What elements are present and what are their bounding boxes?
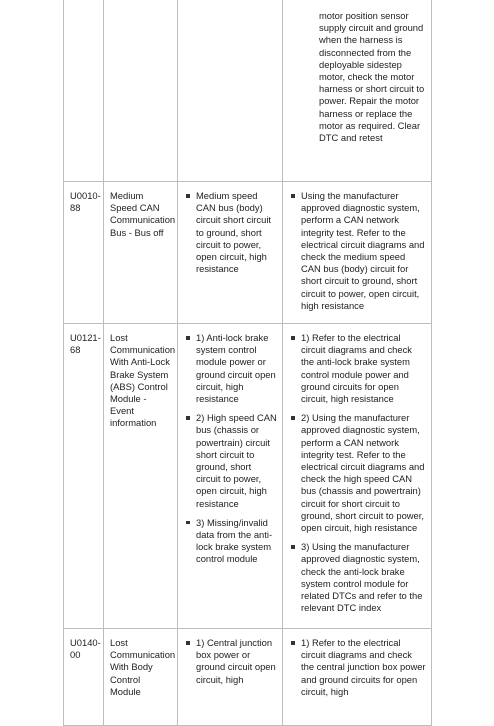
- possible-causes-cell: [178, 324, 283, 629]
- dtc-description-cell: Lost Communication With Anti-Lock Brake System (ABS) Control Module - Event information: [104, 324, 178, 629]
- possible-causes-cell: [178, 0, 283, 182]
- dtc-description-cell: Lost Communication With Body Control Module: [104, 629, 178, 726]
- dtc-code-cell: U0140-00: [64, 629, 104, 726]
- dtc-code-cell: [64, 0, 104, 182]
- table-row: [64, 0, 432, 182]
- action-item: 3) Using the manufacturer approved diagnostic system, check the anti-lock brake system control module for related DTCs and refer to the relevant DTC index: [289, 541, 426, 614]
- dtc-description-cell: Medium Speed CAN Communication Bus - Bus off: [104, 182, 178, 324]
- action-item: 1) Refer to the electrical circuit diagrams and check the anti-lock brake system control module power and ground circuits for open circuit, high resistance: [289, 332, 426, 405]
- cause-item: 3) Missing/invalid data from the anti-lock brake system control module: [184, 517, 277, 566]
- dtc-description-cell: [104, 0, 178, 182]
- action-cell: [283, 324, 432, 629]
- table-row: [64, 324, 432, 629]
- table-row: [64, 629, 432, 726]
- cause-item: 2) High speed CAN bus (chassis or powertrain) circuit short circuit to ground, short circuit to power, open circuit, high resistance: [184, 412, 277, 510]
- action-cell: [283, 629, 432, 726]
- possible-causes-cell: [178, 182, 283, 324]
- dtc-table: [63, 0, 432, 726]
- possible-causes-cell: [178, 629, 283, 726]
- cause-item: 1) Central junction box power or ground circuit open circuit, high: [184, 637, 277, 686]
- action-item: 2) Using the manufacturer approved diagnostic system, perform a CAN network integrity test. Refer to the electrical circuit diagrams and check the high speed CAN bus (chassis and powertrain) circuit for short circuit to ground, short circuit to power, open circuit, high resistance: [289, 412, 426, 534]
- action-continued-text: motor position sensor supply circuit and ground when the harness is disconnected from the deployable sidestep motor, check the motor harness or short circuit to power. Repair the motor harness or replace the motor as required. Clear DTC and retest: [319, 10, 425, 144]
- action-item: Using the manufacturer approved diagnostic system, perform a CAN network integrity test. Refer to the electrical circuit diagrams and check the medium speed CAN bus (body) circuit for short circuit to ground, short circuit to power, open circuit, high resistance: [289, 190, 426, 312]
- cause-item: Medium speed CAN bus (body) circuit short circuit to ground, short circuit to power, open circuit, high resistance: [184, 190, 277, 275]
- cause-item: 1) Anti-lock brake system control module power or ground circuit open circuit, high resistance: [184, 332, 277, 405]
- action-cell: [283, 0, 432, 182]
- dtc-code-cell: U0010-88: [64, 182, 104, 324]
- action-cell: [283, 182, 432, 324]
- action-item: 1) Refer to the electrical circuit diagrams and check the central junction box power and ground circuits for open circuit, high: [289, 637, 426, 698]
- dtc-code-cell: U0121-68: [64, 324, 104, 629]
- table-row: [64, 182, 432, 324]
